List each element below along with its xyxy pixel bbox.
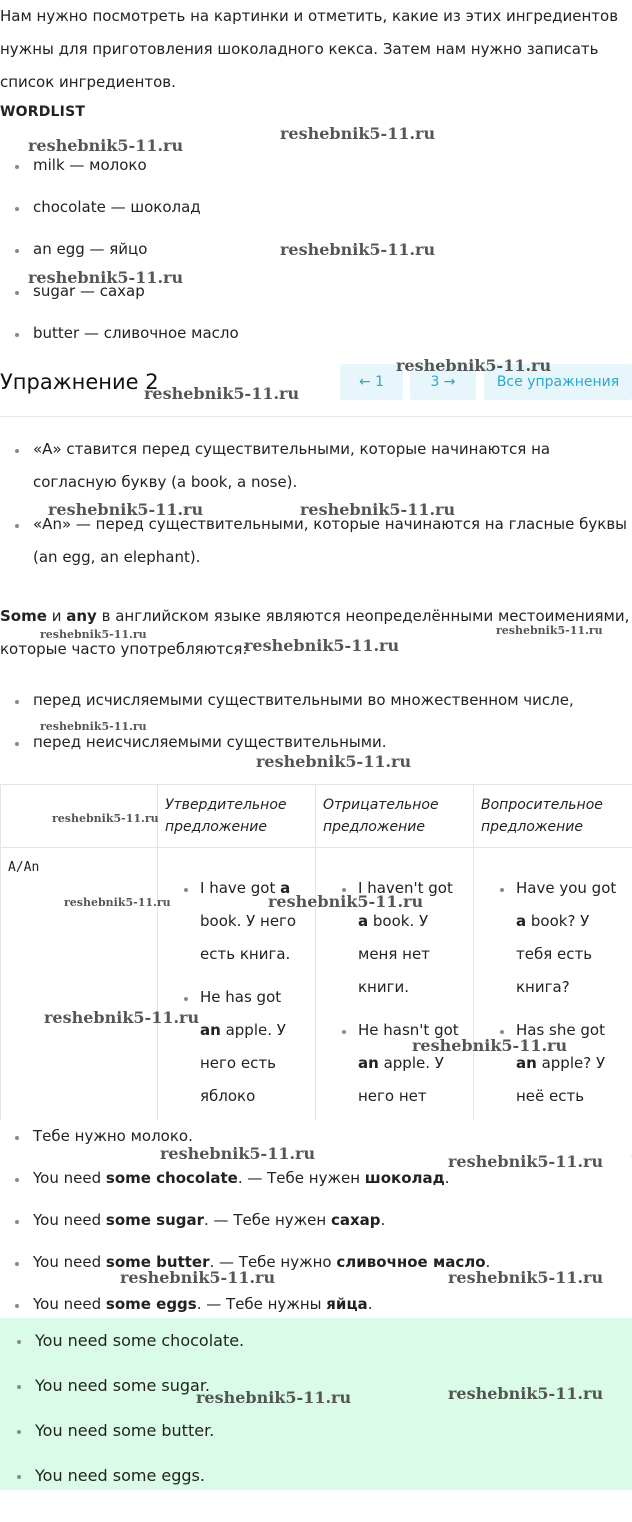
watermark: reshebnik5-11.ru <box>144 384 300 403</box>
example-line: Тебе нужно молоко. <box>0 1120 630 1153</box>
watermark: reshebnik5-11.ru <box>396 356 552 375</box>
wordlist-item: an egg — яйцо <box>0 233 630 266</box>
watermark: reshebnik5-11.ru <box>160 1144 316 1163</box>
table-cell <box>474 848 632 1157</box>
some-any-line-2: которые часто употребляются: <box>0 640 248 658</box>
any-word: any <box>66 607 97 625</box>
intro-line-3: список ингредиентов. <box>0 73 176 91</box>
row-label: A/An <box>1 848 158 1157</box>
answer-item: You need some chocolate. <box>0 1318 630 1363</box>
prev-exercise-button[interactable]: ← 1 <box>340 364 403 400</box>
table-header: Вопросительное предложение <box>474 785 632 848</box>
watermark: reshebnik5-11.ru <box>448 1152 604 1171</box>
watermark: reshebnik5-11.ru <box>412 1036 568 1055</box>
rule-a-line-2: согласную букву (a book, a nose). <box>33 473 298 491</box>
wordlist-item: chocolate — шоколад <box>0 191 630 224</box>
intro-line-1: Нам нужно посмотреть на картинки и отметить, какие из этих ингредиентов <box>0 7 619 25</box>
watermark: reshebnik5-11.ru <box>48 500 204 519</box>
example-item: He hasn't got an apple. У него нет <box>358 1014 463 1146</box>
rule-a-line-1: «A» ставится перед существительными, которые начинаются на <box>33 440 551 458</box>
watermark: reshebnik5-11.ru <box>44 1008 200 1027</box>
example-item: Have you got a book? У тебя есть книга? <box>516 872 622 1004</box>
intro-line-2: нужны для приготовления шоколадного кекса. Затем нам нужно записать <box>0 40 599 58</box>
some-any-rest: в английском языке являются неопределёнными местоимениями, <box>96 607 630 625</box>
answer-list <box>0 1318 630 1498</box>
wordlist-item: milk — молоко <box>0 149 630 182</box>
watermark: reshebnik5-11.ru <box>120 1268 276 1287</box>
some-word: Some <box>0 607 47 625</box>
watermark: reshebnik5-11.ru <box>280 124 436 143</box>
watermark: reshebnik5-11.ru <box>196 1388 352 1407</box>
example-item: Has she got an apple? У неё есть <box>516 1014 622 1113</box>
example-item: I haven't got a book. У меня нет книги. <box>358 872 463 1004</box>
watermark: reshebnik5-11.ru <box>448 1384 604 1403</box>
usage-item: перед исчисляемыми существительными во множественном числе, <box>0 684 630 717</box>
watermark: reshebnik5-11.ru <box>244 636 400 655</box>
rule-an-line-1: «An» — перед существительными, которые начинаются на гласные буквы <box>33 515 628 533</box>
and-word: и <box>46 607 67 625</box>
next-exercise-button[interactable]: 3 → <box>410 364 476 400</box>
all-exercises-button[interactable]: Все упражнения <box>484 364 632 400</box>
rule-a <box>0 433 630 499</box>
example-line: You need some eggs. — Тебе нужны яйца. <box>0 1288 630 1321</box>
answer-item: You need some eggs. <box>0 1453 630 1498</box>
watermark: reshebnik5-11.ru <box>52 812 159 825</box>
example-line: You need some sugar. — Тебе нужен сахар. <box>0 1204 630 1237</box>
watermark: reshebnik5-11.ru <box>496 624 603 637</box>
watermark: reshebnik5-11.ru <box>300 500 456 519</box>
answer-item: You need some butter. <box>0 1408 630 1453</box>
watermark: reshebnik5-11.ru <box>28 268 184 287</box>
grammar-table <box>0 784 632 1157</box>
watermark: reshebnik5-11.ru <box>28 136 184 155</box>
exercise-title: Упражнение 2 <box>0 370 159 394</box>
example-line: You need some chocolate. — Тебе нужен шоколад. <box>0 1162 630 1195</box>
rule-an-line-2: (an egg, an elephant). <box>33 548 201 566</box>
wordlist-item: sugar — сахар <box>0 275 630 308</box>
watermark: reshebnik5-11.ru <box>256 752 412 771</box>
watermark: reshebnik5-11.ru <box>40 720 147 733</box>
usage-item: перед неисчисляемыми существительными. <box>0 726 630 759</box>
example-item: He has got an apple. У него есть яблоко <box>200 981 305 1113</box>
watermark: reshebnik5-11.ru <box>448 1268 604 1287</box>
answer-item: You need some sugar. <box>0 1363 630 1408</box>
divider <box>0 416 632 417</box>
wordlist-title: WORDLIST <box>0 104 86 120</box>
watermark: reshebnik5-11.ru <box>40 628 147 641</box>
watermark: reshebnik5-11.ru <box>280 240 436 259</box>
wordlist-item: butter — сливочное масло <box>0 317 630 350</box>
example-line: You need some butter. — Тебе нужно сливочное масло. <box>0 1246 630 1279</box>
table-header: Отрицательное предложение <box>316 785 474 848</box>
example-item: I have got a book. У него есть книга. <box>200 872 305 971</box>
table-header: Утвердительное предложение <box>158 785 316 848</box>
watermark: reshebnik5-11.ru <box>64 896 171 909</box>
watermark: reshebnik5-11.ru <box>268 892 424 911</box>
